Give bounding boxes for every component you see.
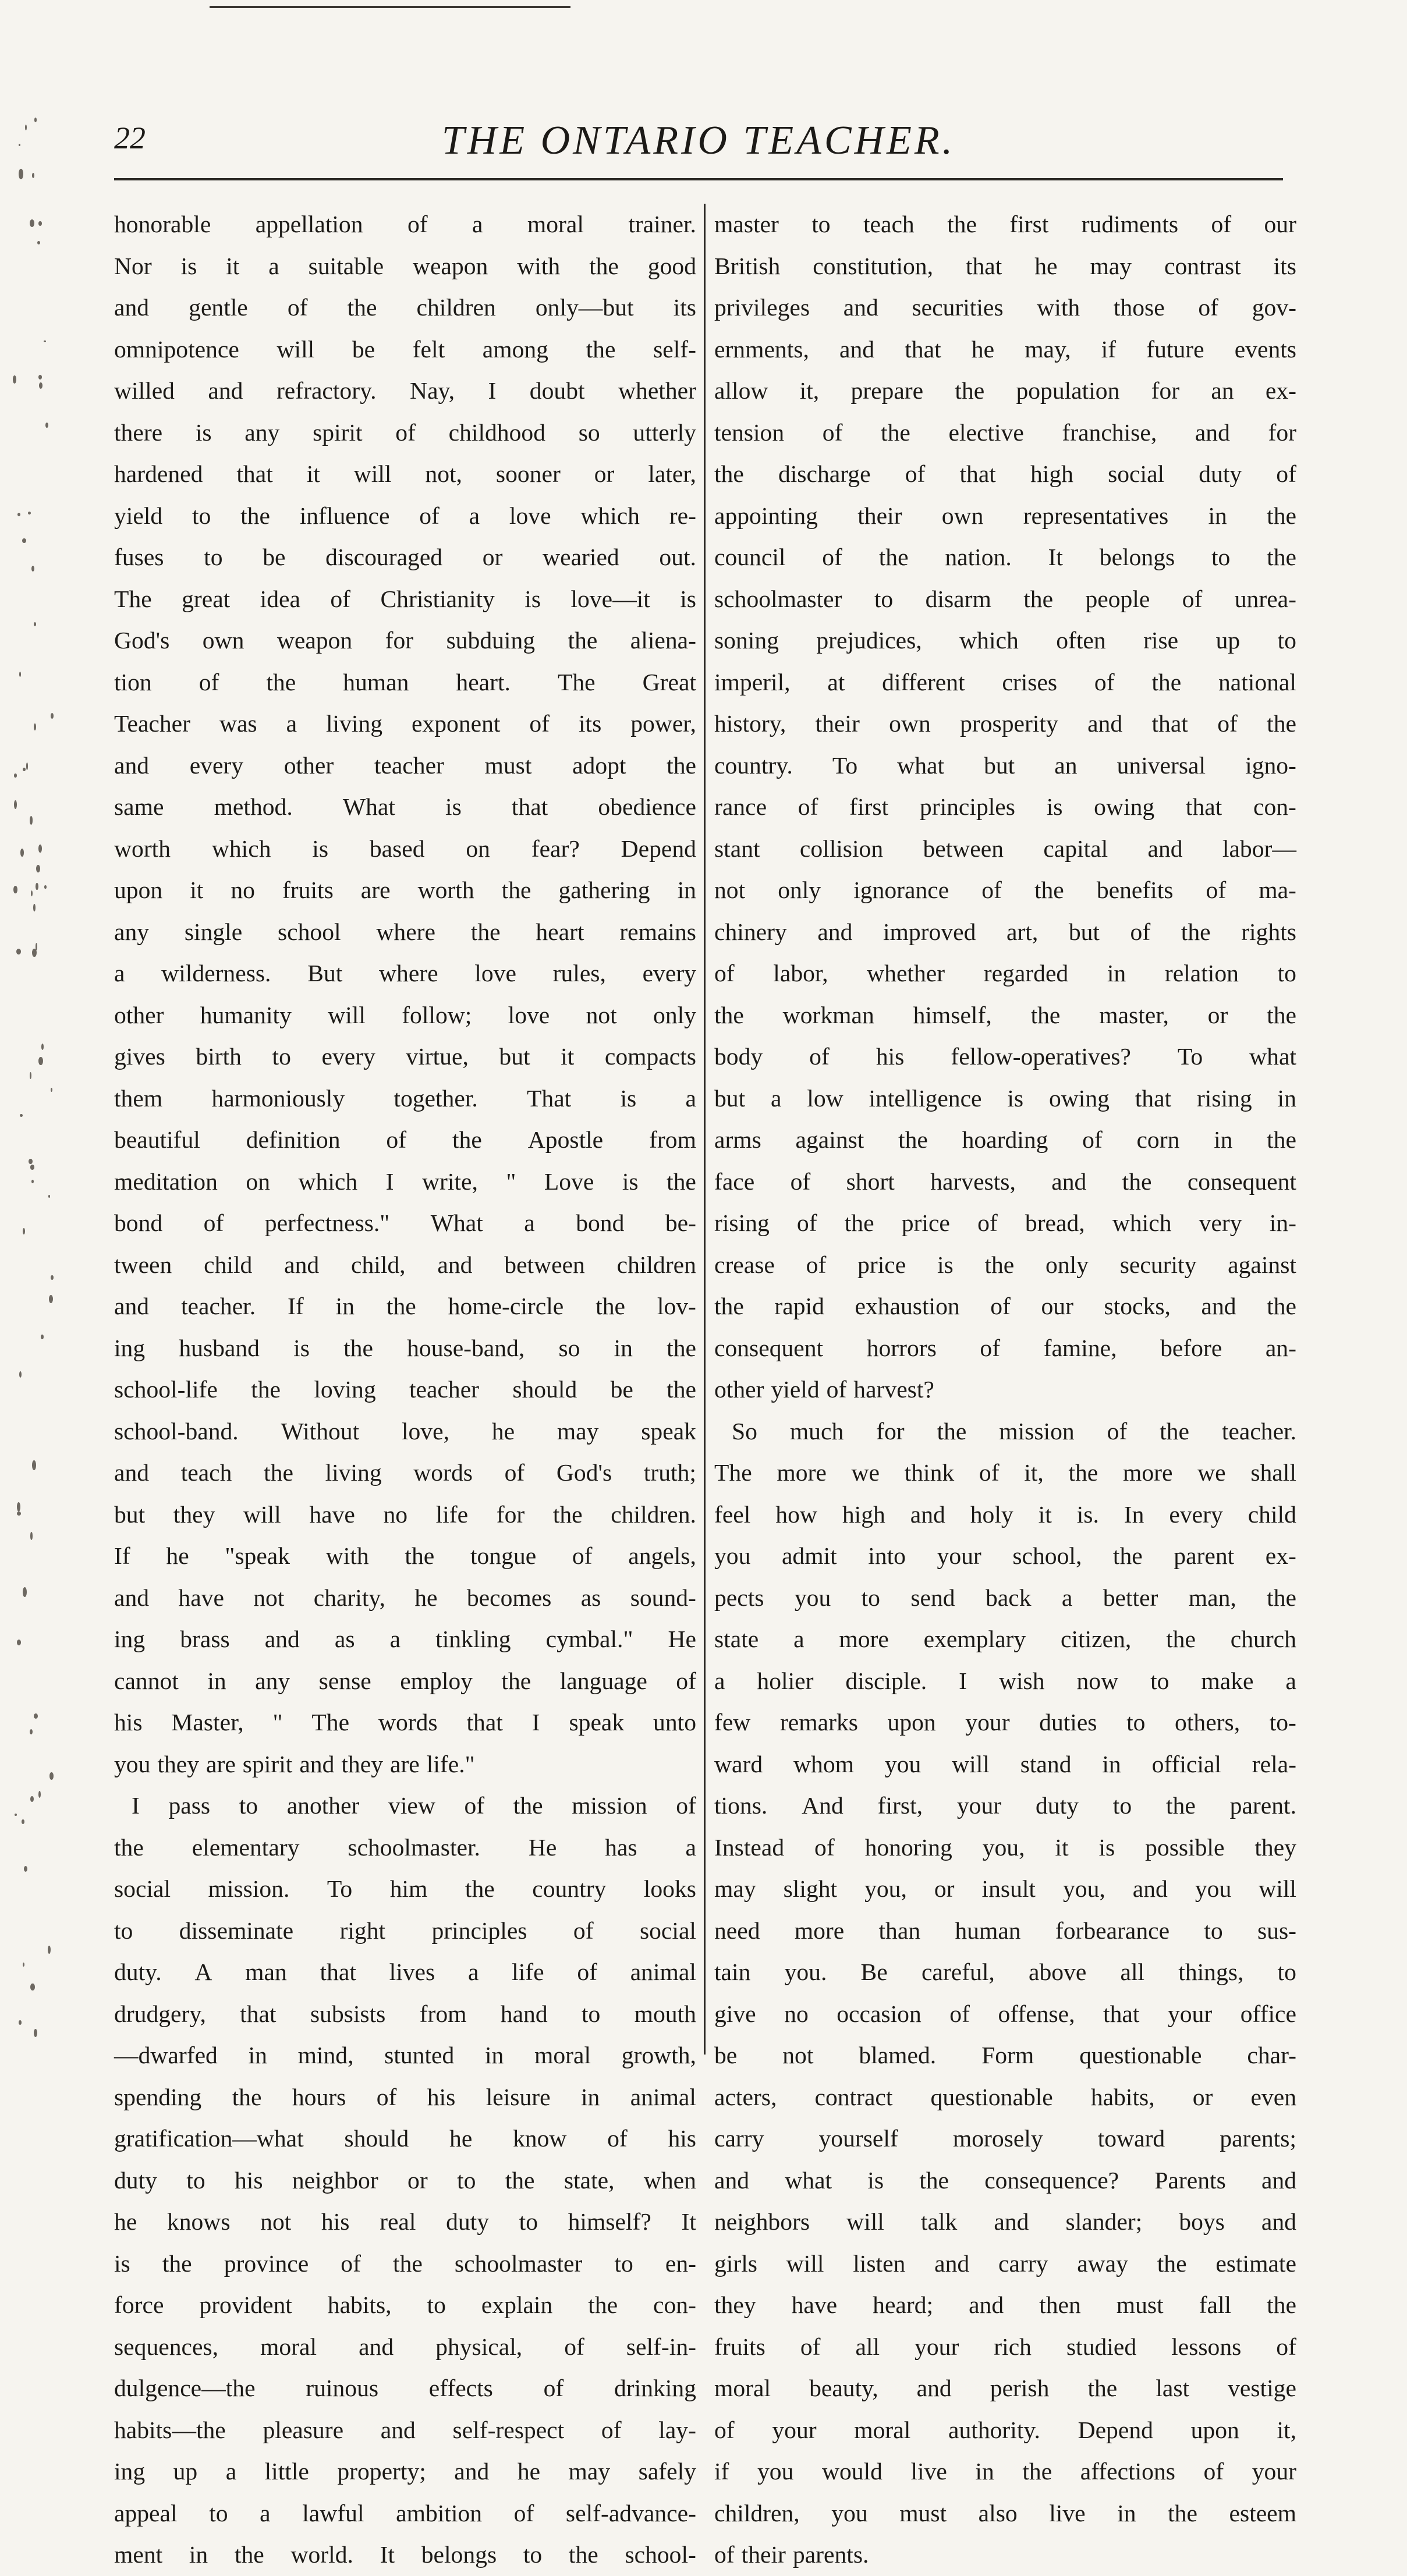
text-line: tween child and child, and between children xyxy=(114,1251,696,1278)
text-line: and gentle of the children only—but its xyxy=(114,294,696,321)
text-line: Nor is it a suitable weapon with the good xyxy=(114,252,696,279)
text-line: and every other teacher must adopt the xyxy=(114,751,696,779)
text-line: ing up a little property; and he may safely xyxy=(114,2458,696,2485)
text-line: Teacher was a living exponent of its power, xyxy=(114,710,696,737)
text-line: willed and refractory. Nay, I doubt whether xyxy=(114,377,696,404)
text-line: and teach the living words of God's truth; xyxy=(114,1459,696,1486)
text-line: you admit into your school, the parent ex- xyxy=(714,1542,1296,1569)
text-line: any single school where the heart remains xyxy=(114,918,696,945)
text-line: God's own weapon for subduing the aliena- xyxy=(114,627,696,654)
text-line: there is any spirit of childhood so utterly xyxy=(114,418,696,446)
text-line: meditation on which I write, " Love is the xyxy=(114,1168,696,1195)
text-line: imperil, at different crises of the national xyxy=(714,668,1296,696)
text-line: spending the hours of his leisure in animal xyxy=(114,2083,696,2110)
text-line: acters, contract questionable habits, or even xyxy=(714,2083,1296,2110)
margin-speck xyxy=(34,118,37,122)
text-line: The great idea of Christianity is love—it is xyxy=(114,585,696,612)
text-line: but a low intelligence is owing that rising in xyxy=(714,1084,1296,1112)
text-line: soning prejudices, which often rise up to xyxy=(714,627,1296,654)
text-line: and what is the consequence? Parents and xyxy=(714,2166,1296,2194)
text-line: of labor, whether regarded in relation to xyxy=(714,960,1296,987)
text-line: master to teach the first rudiments of our xyxy=(714,211,1296,237)
text-line: of their parents. xyxy=(714,2541,869,2568)
text-line: a holier disciple. I wish now to make a xyxy=(714,1667,1296,1694)
text-line: consequent horrors of famine, before an- xyxy=(714,1334,1296,1361)
text-line: and teacher. If in the home-circle the lov- xyxy=(114,1293,696,1319)
text-line: ward whom you will stand in official rela- xyxy=(714,1750,1296,1777)
text-line: carry yourself morosely toward parents; xyxy=(714,2125,1296,2152)
running-title: THE ONTARIO TEACHER. xyxy=(441,118,956,163)
text-line: to disseminate right principles of social xyxy=(114,1917,696,1944)
text-line: omnipotence will be felt among the self- xyxy=(114,335,696,363)
text-line: need more than human forbearance to sus- xyxy=(714,1917,1296,1944)
text-line: rance of first principles is owing that con- xyxy=(714,793,1296,820)
text-line: worth which is based on fear? Depend xyxy=(114,835,696,862)
text-line: fuses to be discouraged or wearied out. xyxy=(114,544,696,570)
text-line: country. To what but an universal igno- xyxy=(714,751,1296,779)
page-number: 22 xyxy=(114,120,146,155)
column-rule xyxy=(704,204,706,2055)
text-line: So much for the mission of the teacher. xyxy=(732,1417,1296,1445)
text-line: ernments, and that he may, if future events xyxy=(714,335,1296,363)
text-line: you they are spirit and they are life." xyxy=(114,1750,475,1777)
text-line: appeal to a lawful ambition of self-advance- xyxy=(114,2499,696,2527)
text-line: ing husband is the house-band, so in the xyxy=(114,1334,696,1361)
text-line: moral beauty, and perish the last vestige xyxy=(714,2375,1296,2401)
text-line: the rapid exhaustion of our stocks, and the xyxy=(714,1293,1296,1319)
text-line: the workman himself, the master, or the xyxy=(714,1001,1296,1028)
text-line: the elementary schoolmaster. He has a xyxy=(114,1833,696,1861)
text-line: sequences, moral and physical, of self-in- xyxy=(114,2333,696,2360)
text-line: is the province of the schoolmaster to en- xyxy=(114,2249,696,2277)
text-line: allow it, prepare the population for an ex- xyxy=(714,377,1296,404)
text-line: tain you. Be careful, above all things, to xyxy=(714,1958,1296,1985)
text-line: few remarks upon your duties to others, to- xyxy=(714,1709,1296,1736)
text-line: gratification—what should he know of his xyxy=(114,2125,696,2152)
text-line: tions. And first, your duty to the parent. xyxy=(714,1792,1296,1819)
text-line: social mission. To him the country looks xyxy=(114,1875,696,1902)
margin-speck xyxy=(32,173,34,178)
text-line: children, you must also live in the esteem xyxy=(714,2499,1296,2527)
text-line: hardened that it will not, sooner or later, xyxy=(114,460,696,487)
text-line: fruits of all your rich studied lessons of xyxy=(714,2333,1296,2360)
text-line: duty. A man that lives a life of animal xyxy=(114,1958,696,1985)
text-line: drudgery, that subsists from hand to mouth xyxy=(114,2000,696,2027)
text-line: Instead of honoring you, it is possible they xyxy=(714,1833,1296,1861)
text-line: pects you to send back a better man, the xyxy=(714,1584,1296,1611)
text-line: neighbors will talk and slander; boys and xyxy=(714,2208,1296,2235)
text-line: gives birth to every virtue, but it compacts xyxy=(114,1043,696,1070)
top-edge-rule xyxy=(210,6,570,8)
text-line: privileges and securities with those of gov- xyxy=(714,294,1296,321)
text-line: he knows not his real duty to himself? It xyxy=(114,2208,696,2235)
text-line: history, their own prosperity and that of the xyxy=(714,710,1296,737)
text-line: dulgence—the ruinous effects of drinking xyxy=(114,2375,696,2401)
text-line: crease of price is the only security against xyxy=(714,1251,1296,1278)
text-line: British constitution, that he may contrast its xyxy=(714,252,1296,279)
text-line: state a more exemplary citizen, the church xyxy=(714,1626,1296,1652)
header-rule xyxy=(114,178,1283,180)
text-line: school-life the loving teacher should be the xyxy=(114,1376,696,1403)
text-line: cannot in any sense employ the language of xyxy=(114,1667,696,1694)
text-line: a wilderness. But where love rules, every xyxy=(114,960,696,987)
text-line: feel how high and holy it is. In every child xyxy=(714,1500,1296,1528)
text-line: —dwarfed in mind, stunted in moral growth, xyxy=(114,2042,696,2068)
text-line: and have not charity, he becomes as sound- xyxy=(114,1584,696,1611)
text-line: rising of the price of bread, which very in- xyxy=(714,1209,1296,1236)
text-line: the discharge of that high social duty of xyxy=(714,460,1296,487)
text-line: bond of perfectness." What a bond be- xyxy=(114,1209,696,1236)
text-line: if you would live in the affections of your xyxy=(714,2458,1296,2485)
text-columns xyxy=(0,204,1407,2568)
text-line: ing brass and as a tinkling cymbal." He xyxy=(114,1626,696,1652)
text-line: arms against the hoarding of corn in the xyxy=(714,1126,1296,1153)
left-column xyxy=(114,204,696,2576)
text-line: ment in the world. It belongs to the school- xyxy=(114,2541,696,2568)
text-line: same method. What is that obedience xyxy=(114,793,696,820)
text-line: If he "speak with the tongue of angels, xyxy=(114,1542,696,1569)
text-line: not only ignorance of the benefits of ma- xyxy=(714,877,1296,903)
text-line: school-band. Without love, he may speak xyxy=(114,1417,696,1445)
text-line: face of short harvests, and the consequent xyxy=(714,1168,1296,1195)
text-line: The more we think of it, the more we shall xyxy=(714,1459,1296,1486)
text-line: but they will have no life for the children. xyxy=(114,1500,696,1528)
text-line: stant collision between capital and labor— xyxy=(714,835,1296,862)
text-line: council of the nation. It belongs to the xyxy=(714,544,1296,570)
right-column xyxy=(714,204,1296,2576)
text-line: of your moral authority. Depend upon it, xyxy=(714,2416,1296,2443)
margin-speck xyxy=(25,125,27,131)
text-line: tension of the elective franchise, and for xyxy=(714,418,1296,446)
text-line: other yield of harvest? xyxy=(714,1376,934,1403)
text-line: girls will listen and carry away the estimate xyxy=(714,2249,1296,2277)
text-line: upon it no fruits are worth the gathering in xyxy=(114,877,696,903)
text-line: I pass to another view of the mission of xyxy=(132,1792,696,1819)
text-line: force provident habits, to explain the con- xyxy=(114,2291,696,2318)
text-line: schoolmaster to disarm the people of unrea- xyxy=(714,585,1296,612)
text-line: give no occasion of offense, that your office xyxy=(714,2000,1296,2027)
text-line: body of his fellow-operatives? To what xyxy=(714,1043,1296,1070)
text-line: may slight you, or insult you, and you will xyxy=(714,1875,1296,1902)
text-line: habits—the pleasure and self-respect of lay- xyxy=(114,2416,696,2443)
margin-speck xyxy=(19,144,20,146)
text-line: beautiful definition of the Apostle from xyxy=(114,1126,696,1153)
text-line: honorable appellation of a moral trainer. xyxy=(114,211,696,237)
text-line: them harmoniously together. That is a xyxy=(114,1084,696,1112)
text-line: be not blamed. Form questionable char- xyxy=(714,2042,1296,2068)
text-line: they have heard; and then must fall the xyxy=(714,2291,1296,2318)
text-line: chinery and improved art, but of the rights xyxy=(714,918,1296,945)
page-header xyxy=(114,114,1283,178)
text-line: yield to the influence of a love which re- xyxy=(114,502,696,529)
text-line: appointing their own representatives in the xyxy=(714,502,1296,529)
text-line: other humanity will follow; love not only xyxy=(114,1001,696,1028)
text-line: tion of the human heart. The Great xyxy=(114,668,696,696)
text-line: duty to his neighbor or to the state, when xyxy=(114,2166,696,2194)
margin-speck xyxy=(19,169,23,179)
text-line: his Master, " The words that I speak unto xyxy=(114,1709,696,1736)
